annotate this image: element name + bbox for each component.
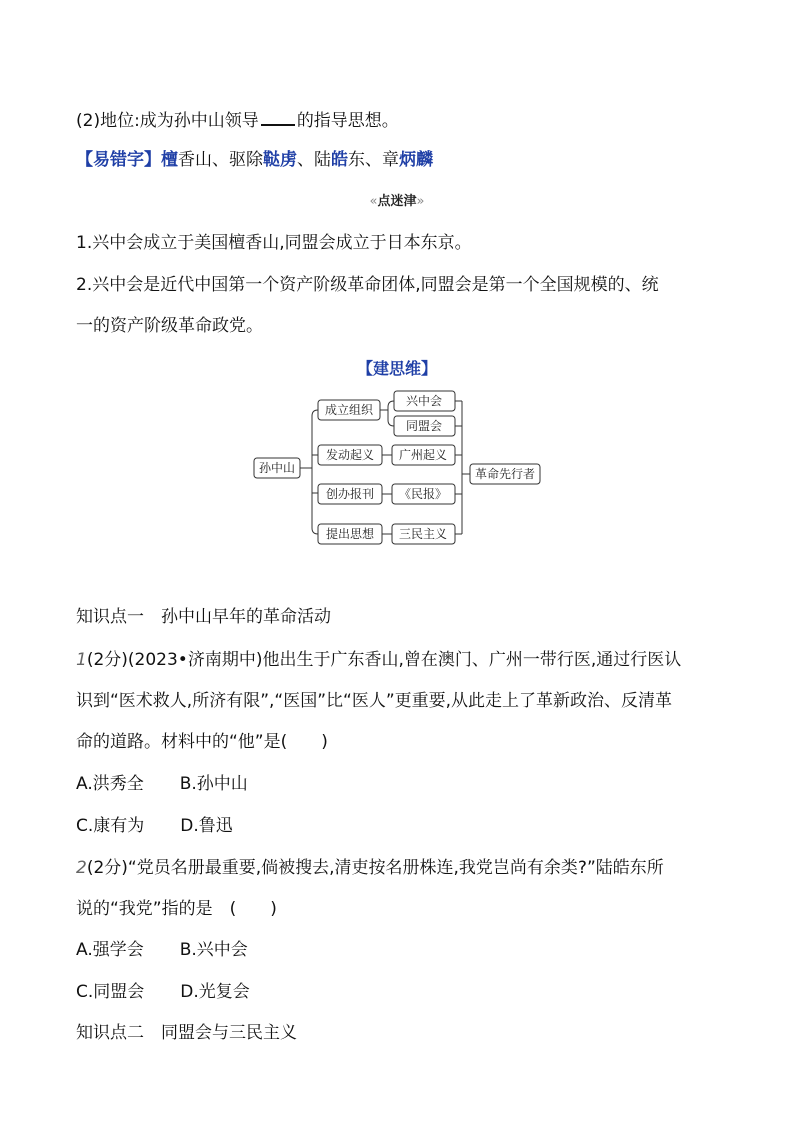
- q1-options-row-1: [76, 772, 248, 796]
- q1-line-3: 命的道路。材料中的“他”是( ): [76, 732, 328, 752]
- q1-line-1: 1(2分)(2023•济南期中)他出生于广东香山,曾在澳门、广州一带行医,通过行医认: [76, 650, 682, 670]
- q2-option-b[interactable]: B.兴中会: [179, 940, 248, 960]
- mindmap-leaf-5: 三民主义: [398, 527, 448, 541]
- q2-options-row-2: [76, 980, 250, 1004]
- q2-line-1: 2(2分)“党员名册最重要,倘被搜去,清吏按名册株连,我党岂尚有余类?”陆皓东所: [76, 858, 664, 878]
- q1-number: 1: [76, 650, 87, 670]
- q1-option-a[interactable]: A.洪秀全: [76, 774, 144, 794]
- q1-option-b[interactable]: B.孙中山: [179, 774, 248, 794]
- q2-option-d[interactable]: D.光复会: [180, 982, 250, 1002]
- q2-number: 2: [76, 858, 87, 878]
- q1-option-c[interactable]: C.康有为: [76, 816, 145, 836]
- mindmap-branch-1: 成立组织: [324, 403, 374, 417]
- tip-item-2: 2.兴中会是近代中国第一个资产阶级革命团体,同盟会是第一个全国规模的、统: [76, 275, 659, 295]
- q1-line-2: 识到“医术救人,所济有限”,“医国”比“医人”更重要,从此走上了革新政治、反清革: [76, 691, 673, 711]
- mindmap-title: 【建思维】: [356, 359, 437, 378]
- tip-item-1: 1.兴中会成立于美国檀香山,同盟会成立于日本东京。: [76, 233, 472, 253]
- mindmap-leaf-3: 广州起义: [398, 448, 448, 462]
- q1-options-row-2: [76, 814, 233, 838]
- section-1-heading: 知识点一 孙中山早年的革命活动: [76, 607, 331, 627]
- q2-options-row-1: [76, 938, 248, 962]
- mindmap-result: 革命先行者: [474, 467, 536, 481]
- tip-item-3: 一的资产阶级革命政党。: [76, 316, 263, 336]
- q2-line-2: 说的“我党”指的是 ( ): [76, 899, 277, 919]
- yicuozi-label: 【易错字】: [76, 150, 161, 170]
- mindmap-branch-3: 创办报刊: [325, 487, 375, 501]
- mindmap-leaf-1: 兴中会: [405, 394, 443, 408]
- q1-option-d[interactable]: D.鲁迅: [180, 816, 233, 836]
- mindmap-branch-4: 提出思想: [325, 527, 375, 541]
- mindmap-root: 孙中山: [258, 461, 296, 475]
- mindmap-leaf-2: 同盟会: [405, 419, 443, 433]
- q2-option-a[interactable]: A.强学会: [76, 940, 144, 960]
- tips-title: «点迷津»: [369, 194, 425, 209]
- yicuozi-line: 【易错字】檀香山、驱除鞑虏、陆皓东、章炳麟: [76, 150, 433, 170]
- q2-option-c[interactable]: C.同盟会: [76, 982, 145, 1002]
- mindmap-leaf-4: 《民报》: [398, 487, 448, 501]
- mindmap-branch-2: 发动起义: [325, 448, 375, 462]
- status-line: (2)地位:成为孙中山领导 的指导思想。: [76, 106, 399, 133]
- section-2-heading: 知识点二 同盟会与三民主义: [76, 1023, 297, 1043]
